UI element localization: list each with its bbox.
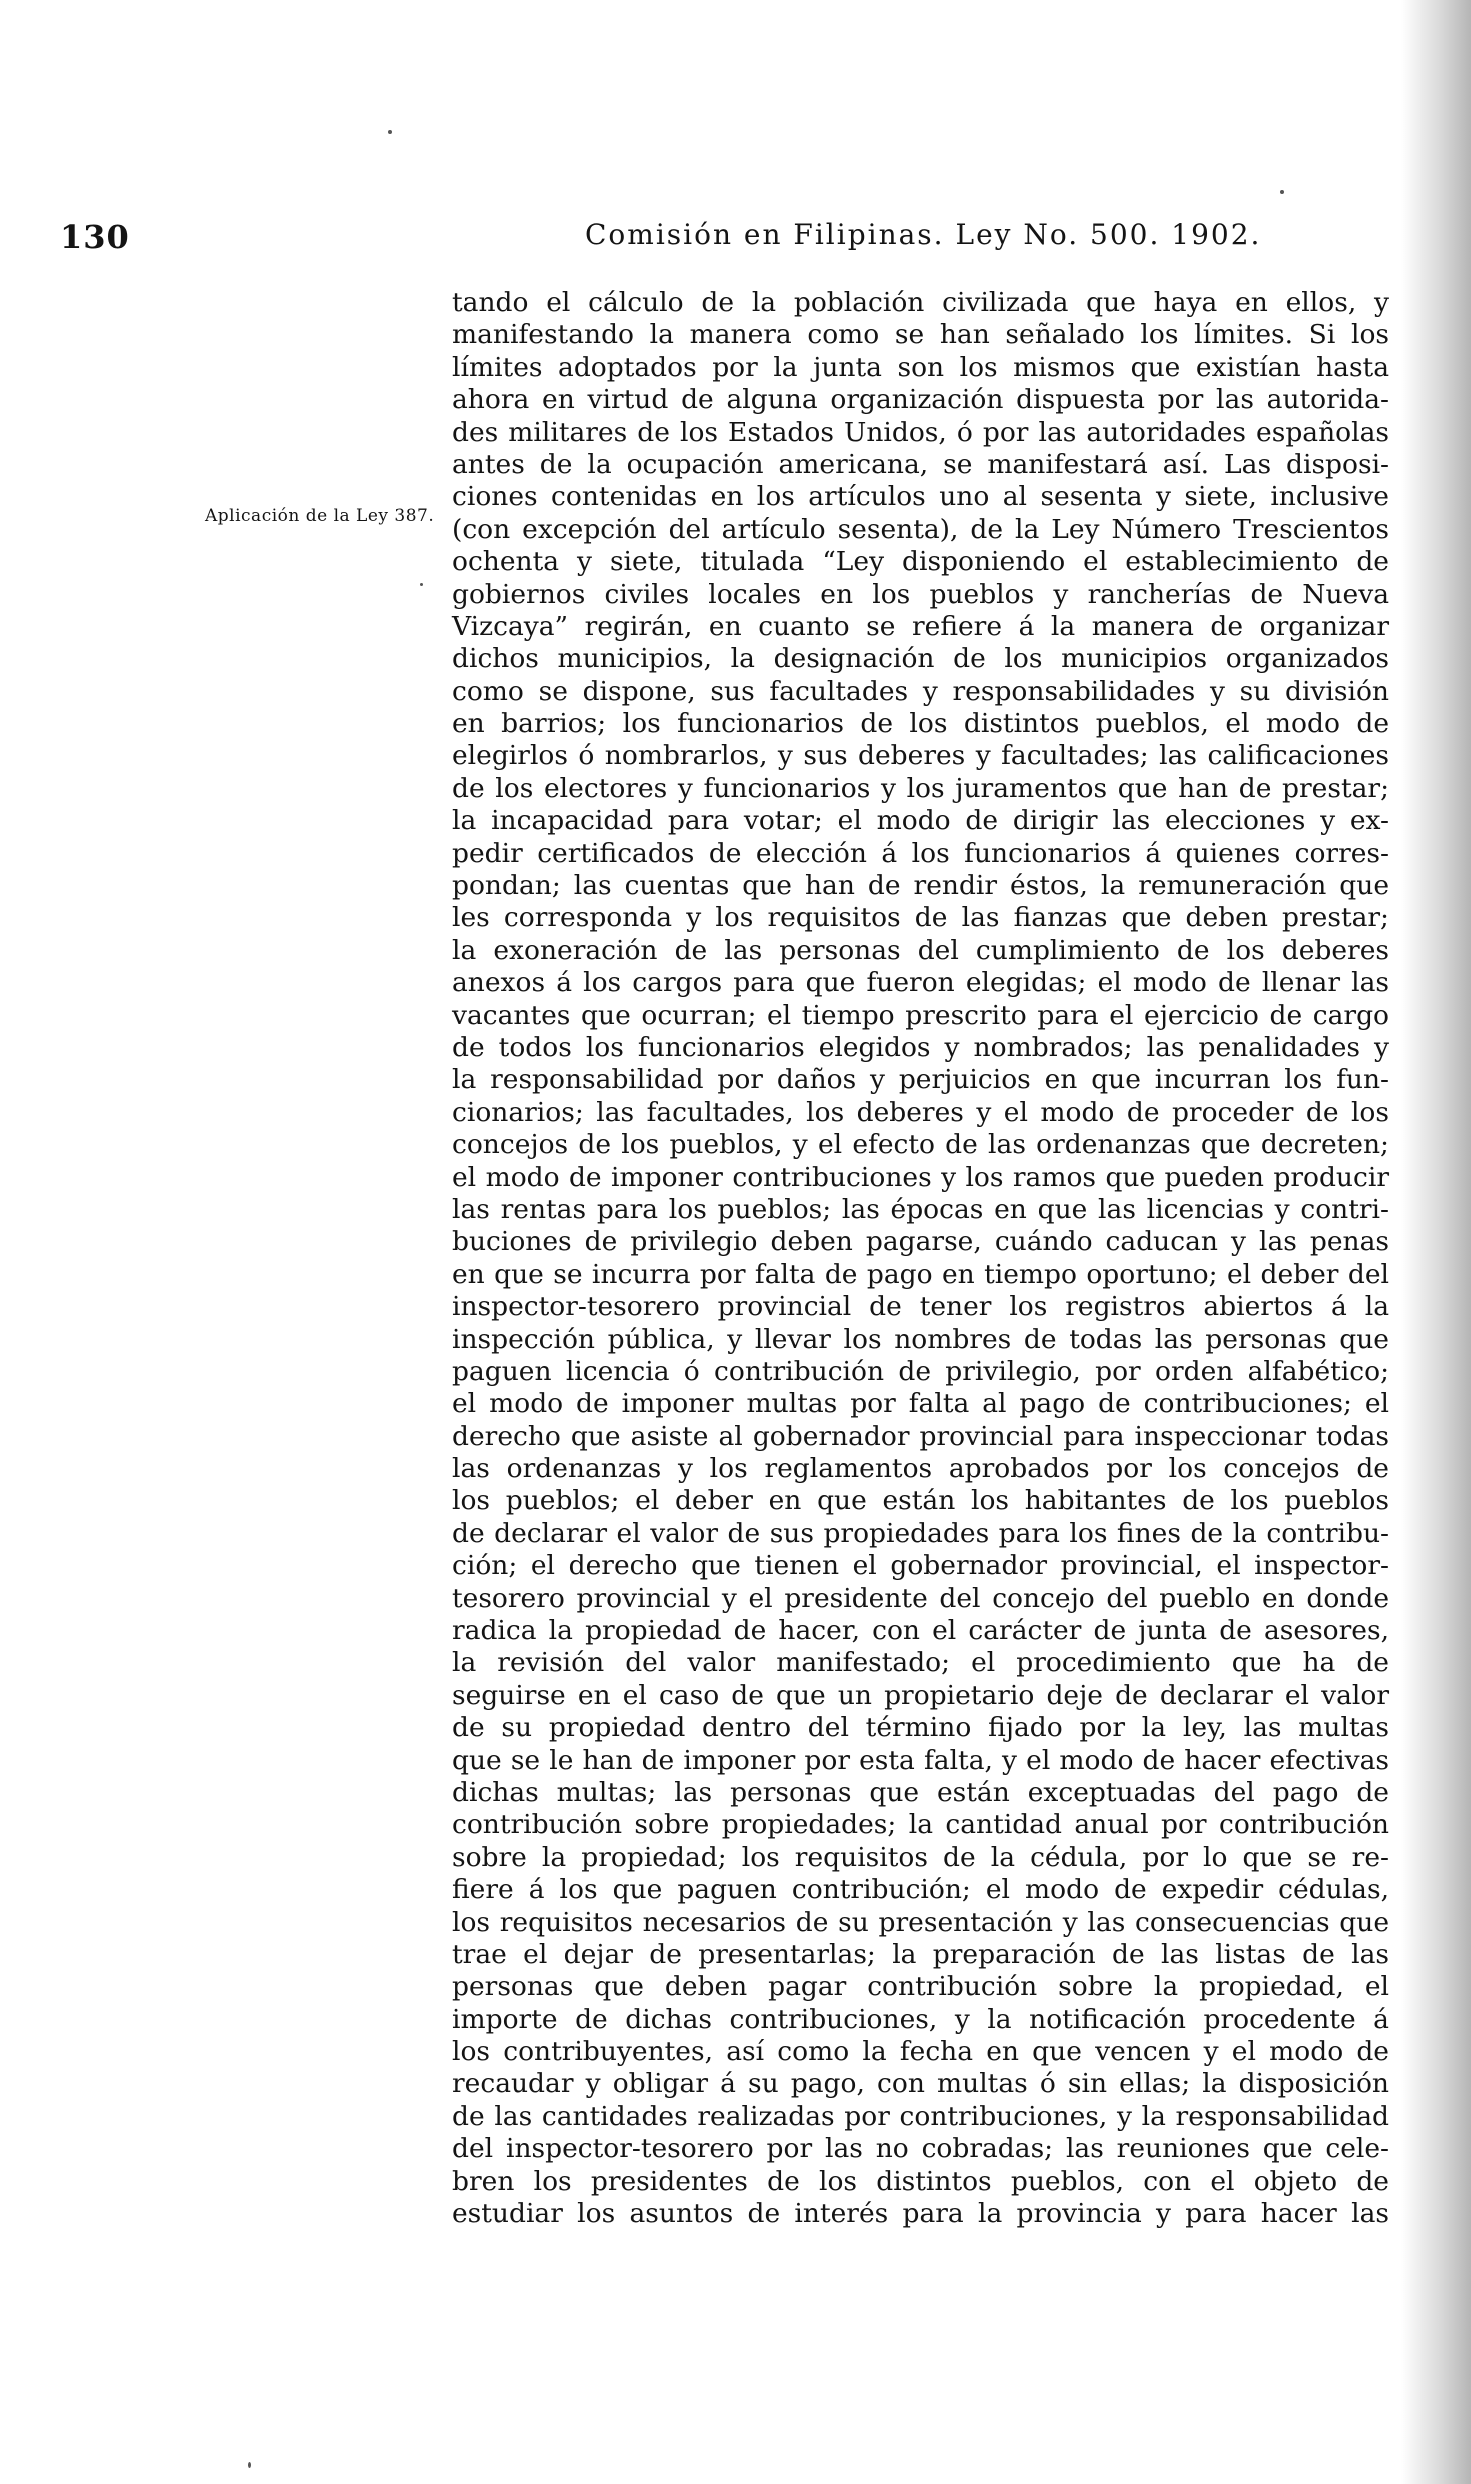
scan-speck	[420, 583, 423, 586]
text-line: pedir certificados de elección á los funcionarios á quienes corres-	[452, 837, 1389, 869]
text-line: personas que deben pagar contribución sobre la propiedad, el	[452, 1971, 1389, 2003]
text-line: anexos á los cargos para que fueron elegidas; el modo de llenar las	[452, 967, 1389, 999]
text-line: los contribuyentes, así como la fecha en que vencen y el modo de	[452, 2036, 1389, 2068]
text-line: la incapacidad para votar; el modo de dirigir las elecciones y ex-	[452, 805, 1389, 837]
scan-speck	[1280, 190, 1284, 194]
page-number: 130	[60, 218, 130, 256]
text-line: el modo de imponer multas por falta al pago de contribuciones; el	[452, 1388, 1389, 1420]
text-line: cionarios; las facultades, los deberes y el modo de proceder de los	[452, 1096, 1389, 1128]
text-line: les corresponda y los requisitos de las fianzas que deben prestar;	[452, 902, 1389, 934]
text-line: elegirlos ó nombrarlos, y sus deberes y facultades; las calificaciones	[452, 740, 1389, 772]
text-line: que se le han de imponer por esta falta, y el modo de hacer efectivas	[452, 1744, 1389, 1776]
running-header: Comisión en Filipinas. Ley No. 500. 1902.	[585, 218, 1262, 251]
text-line: las ordenanzas y los reglamentos aprobados por los concejos de	[452, 1453, 1389, 1485]
text-line: sobre la propiedad; los requisitos de la cédula, por lo que se re-	[452, 1841, 1389, 1873]
text-line: concejos de los pueblos, y el efecto de las ordenanzas que decreten;	[452, 1129, 1389, 1161]
text-line: tando el cálculo de la población civilizada que haya en ellos, y	[452, 287, 1389, 318]
page-edge-shadow	[1401, 0, 1471, 2484]
text-line: las rentas para los pueblos; las épocas en que las licencias y contri-	[452, 1193, 1389, 1225]
text-line: de los electores y funcionarios y los juramentos que han de prestar;	[452, 772, 1389, 804]
text-line: manifestando la manera como se han señalado los límites. Si los	[452, 319, 1389, 351]
text-line: fiere á los que paguen contribución; el modo de expedir cédulas,	[452, 1874, 1389, 1906]
text-line: los pueblos; el deber en que están los habitantes de los pueblos	[452, 1485, 1389, 1517]
text-line: importe de dichas contribuciones, y la notificación procedente á	[452, 2003, 1389, 2035]
text-line: del inspector-tesorero por las no cobradas; las reuniones que cele-	[452, 2133, 1389, 2165]
text-line: recaudar y obligar á su pago, con multas ó sin ellas; la disposición	[452, 2068, 1389, 2100]
text-line: radica la propiedad de hacer, con el carácter de junta de asesores,	[452, 1615, 1389, 1647]
text-line: en barrios; los funcionarios de los distintos pueblos, el modo de	[452, 708, 1389, 740]
text-line: pondan; las cuentas que han de rendir éstos, la remuneración que	[452, 870, 1389, 902]
text-line: des militares de los Estados Unidos, ó por las autoridades españolas	[452, 416, 1389, 448]
text-line: ción; el derecho que tienen el gobernador provincial, el inspector-	[452, 1550, 1389, 1582]
text-line: Vizcaya” regirán, en cuanto se refiere á la manera de organizar	[452, 610, 1389, 642]
text-line: ochenta y siete, titulada “Ley disponiendo el establecimiento de	[452, 546, 1389, 578]
text-line: el modo de imponer contribuciones y los ramos que pueden producir	[452, 1161, 1389, 1193]
text-line: antes de la ocupación americana, se manifestará así. Las disposi-	[452, 448, 1389, 480]
text-line: como se dispone, sus facultades y responsabilidades y su división	[452, 675, 1389, 707]
text-line: en que se incurra por falta de pago en tiempo oportuno; el deber del	[452, 1258, 1389, 1290]
text-line: de declarar el valor de sus propiedades para los fines de la contribu-	[452, 1517, 1389, 1549]
text-line: vacantes que ocurran; el tiempo prescrito para el ejercicio de cargo	[452, 999, 1389, 1031]
text-line: de su propiedad dentro del término fijado por la ley, las multas	[452, 1712, 1389, 1744]
text-line: buciones de privilegio deben pagarse, cuándo caducan y las penas	[452, 1226, 1389, 1258]
text-line: la revisión del valor manifestado; el procedimiento que ha de	[452, 1647, 1389, 1679]
scan-speck	[388, 130, 392, 134]
text-line: la responsabilidad por daños y perjuicios en que incurran los fun-	[452, 1064, 1389, 1096]
text-line: ahora en virtud de alguna organización dispuesta por las autorida-	[452, 384, 1389, 416]
text-line: de las cantidades realizadas por contribuciones, y la responsabilidad	[452, 2100, 1389, 2132]
text-line: la exoneración de las personas del cumplimiento de los deberes	[452, 934, 1389, 966]
text-line: (con excepción del artículo sesenta), de la Ley Número Trescientos	[452, 513, 1389, 545]
text-line: límites adoptados por la junta son los mismos que existían hasta	[452, 351, 1389, 383]
text-line: seguirse en el caso de que un propietario deje de declarar el valor	[452, 1679, 1389, 1711]
text-line: derecho que asiste al gobernador provincial para inspeccionar todas	[452, 1420, 1389, 1452]
text-line: paguen licencia ó contribución de privilegio, por orden alfabético;	[452, 1355, 1389, 1387]
text-line: trae el dejar de presentarlas; la preparación de las listas de las	[452, 1938, 1389, 1970]
body-text	[452, 287, 1389, 2230]
text-line: bren los presidentes de los distintos pueblos, con el objeto de	[452, 2165, 1389, 2197]
text-line: tesorero provincial y el presidente del concejo del pueblo en donde	[452, 1582, 1389, 1614]
text-line: inspección pública, y llevar los nombres de todas las personas que	[452, 1323, 1389, 1355]
text-line: ciones contenidas en los artículos uno al sesenta y siete, inclusive	[452, 481, 1389, 513]
text-line: dichos municipios, la designación de los municipios organizados	[452, 643, 1389, 675]
text-line: los requisitos necesarios de su presentación y las consecuencias que	[452, 1906, 1389, 1938]
scan-speck	[248, 2462, 251, 2468]
text-line: estudiar los asuntos de interés para la provincia y para hacer las	[452, 2198, 1389, 2230]
text-line: contribución sobre propiedades; la cantidad anual por contribución	[452, 1809, 1389, 1841]
margin-note: Aplicación de la Ley 387.	[205, 506, 435, 526]
text-line: de todos los funcionarios elegidos y nombrados; las penalidades y	[452, 1031, 1389, 1063]
text-line: inspector-tesorero provincial de tener los registros abiertos á la	[452, 1291, 1389, 1323]
text-line: gobiernos civiles locales en los pueblos y rancherías de Nueva	[452, 578, 1389, 610]
text-line: dichas multas; las personas que están exceptuadas del pago de	[452, 1776, 1389, 1808]
